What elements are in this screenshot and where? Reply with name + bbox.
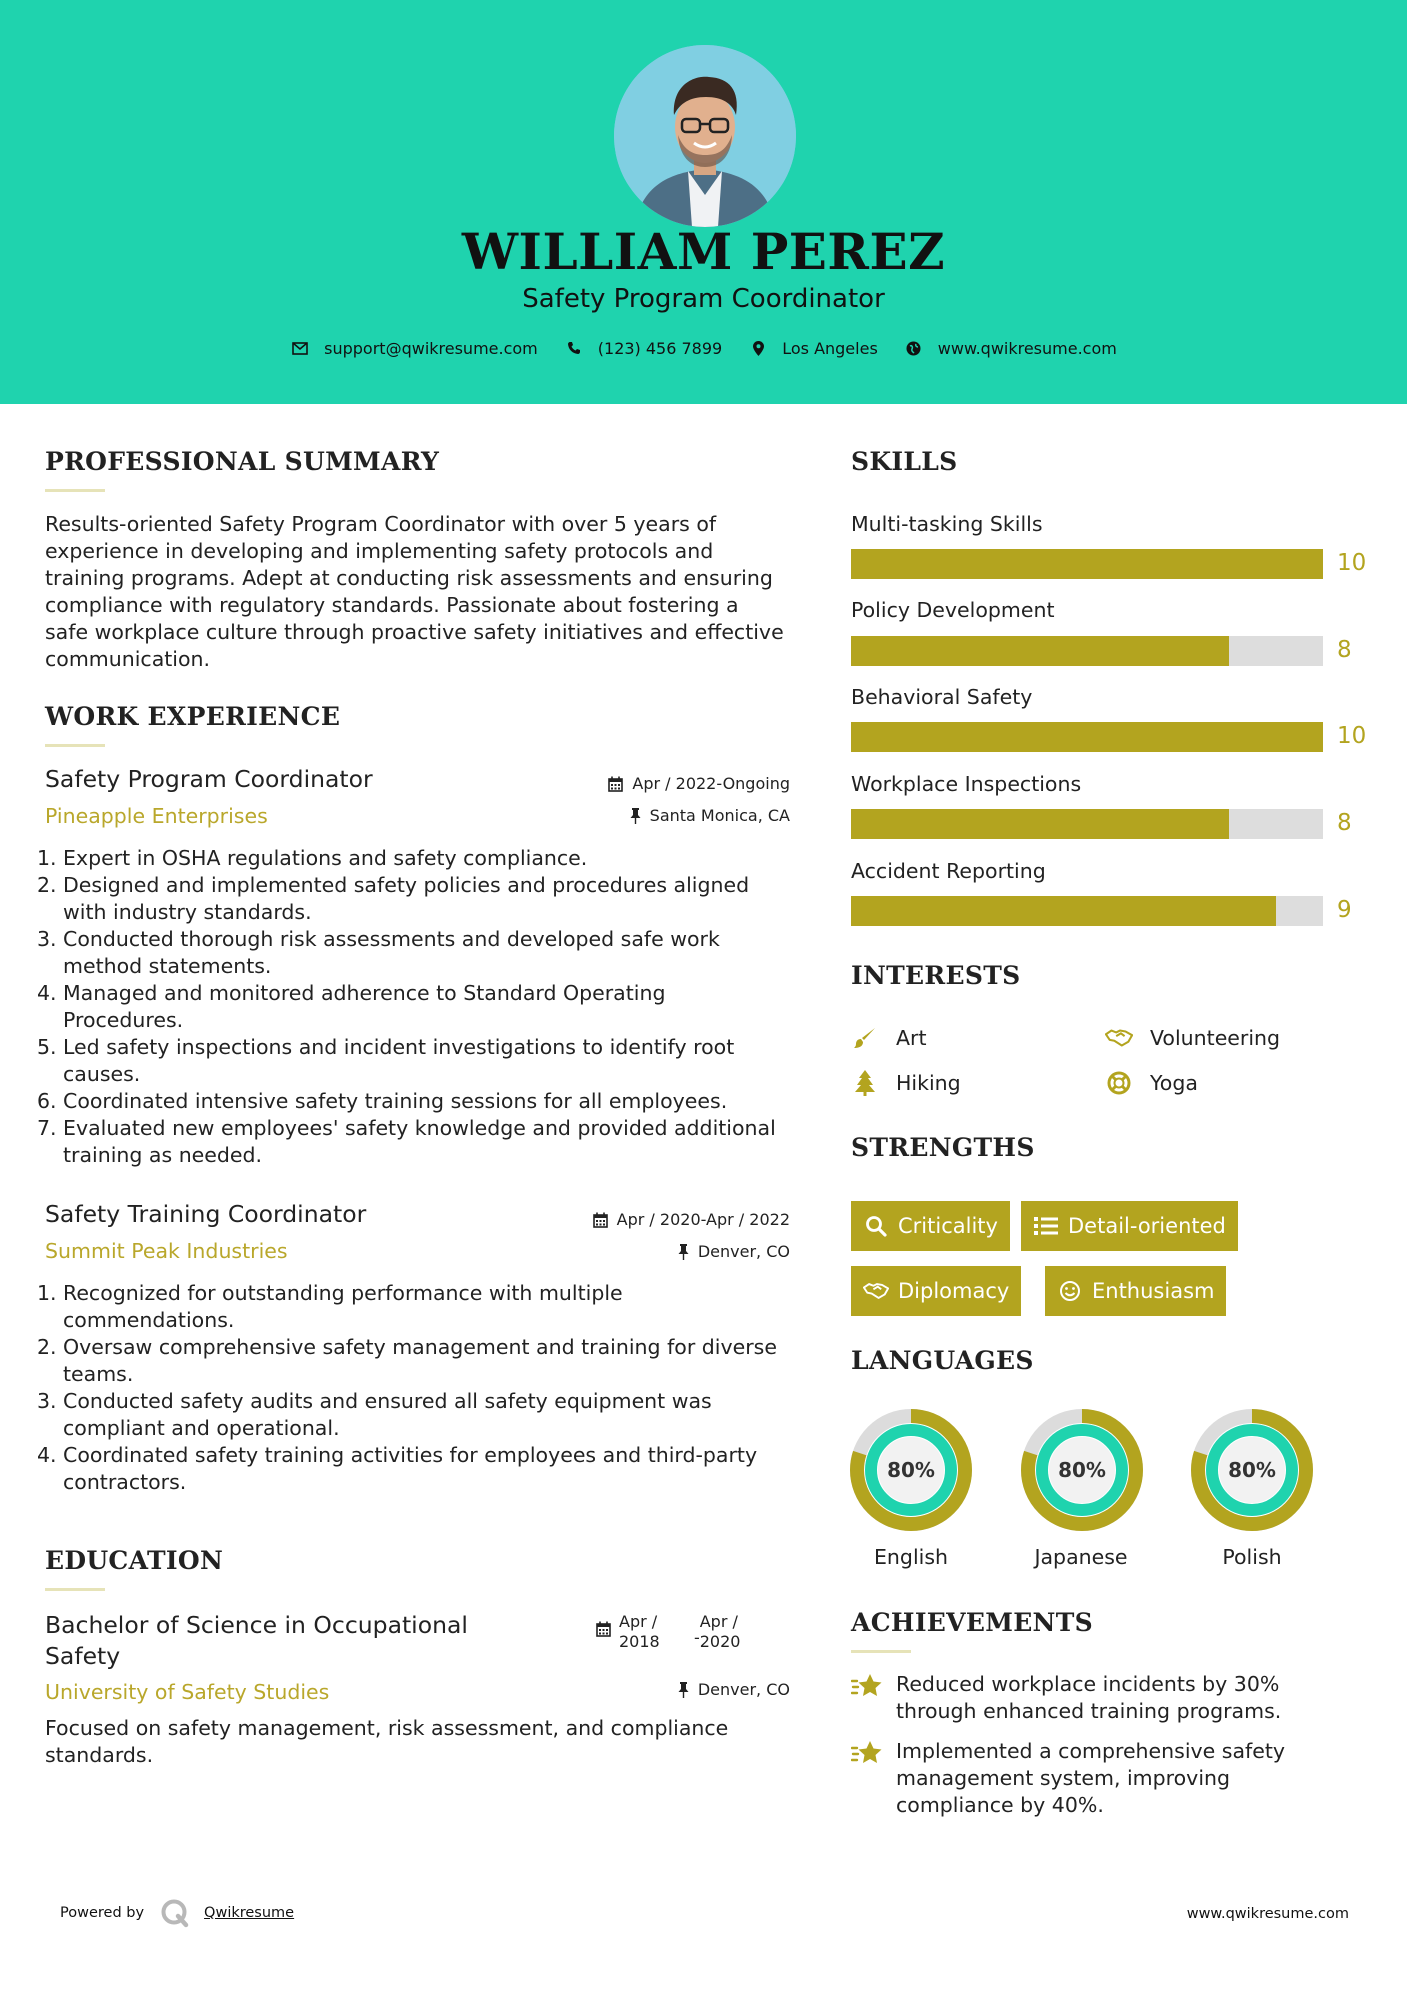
star-icon xyxy=(851,1669,885,1703)
skill-bar xyxy=(851,636,1323,666)
lifebuoy-icon xyxy=(1105,1069,1133,1097)
languages-heading: LANGUAGES xyxy=(851,1346,1034,1375)
language-percent: 80% xyxy=(1058,1458,1106,1482)
job-bullets xyxy=(37,845,807,1169)
list-item: 7. Evaluated new employees' safety knowledge and provided additional training as needed. xyxy=(37,1116,776,1167)
calendar-icon xyxy=(608,776,623,792)
list-item: 6. Coordinated intensive safety training sessions for all employees. xyxy=(37,1089,728,1113)
achievement-text: Reduced workplace incidents by 30% through enhanced training programs. xyxy=(896,1672,1282,1723)
skill-value: 10 xyxy=(1337,550,1367,576)
search-icon xyxy=(863,1213,889,1239)
handshake-icon xyxy=(863,1278,889,1304)
job-location-text: Santa Monica, CA xyxy=(649,806,790,825)
contact-email[interactable] xyxy=(290,338,538,358)
job-dates xyxy=(608,774,790,793)
strength-chip: Detail-oriented xyxy=(1021,1201,1238,1251)
summary-line: safe workplace culture through proactive safety initiatives and effective xyxy=(45,620,784,644)
skills-heading: SKILLS xyxy=(851,447,958,476)
skill-name: Behavioral Safety xyxy=(851,685,1033,709)
skill-bar-fill xyxy=(851,549,1323,579)
skill-bar xyxy=(851,809,1323,839)
paintbrush-icon xyxy=(851,1024,879,1052)
achievements-heading: ACHIEVEMENTS xyxy=(851,1608,1093,1637)
interest-item: Hiking xyxy=(851,1069,961,1097)
contact-location-text: Los Angeles xyxy=(782,338,878,358)
summary-line: experience in developing and implementing safety protocols and xyxy=(45,539,714,563)
degree-title: Bachelor of Science in Occupational Safety xyxy=(45,1611,468,1670)
pushpin-icon xyxy=(678,1244,689,1260)
job-location xyxy=(678,1242,790,1261)
education-end: Apr / 2020 xyxy=(699,1612,741,1651)
star-icon xyxy=(851,1736,885,1770)
school-name: University of Safety Studies xyxy=(45,1680,330,1704)
pushpin-icon xyxy=(630,808,641,824)
skill-name: Workplace Inspections xyxy=(851,772,1082,796)
language-percent: 80% xyxy=(1228,1458,1276,1482)
education-start: Apr / 2018 xyxy=(619,1612,660,1651)
education-description: Focused on safety management, risk assessment, and compliance standards. xyxy=(45,1716,729,1767)
calendar-icon xyxy=(593,1212,608,1228)
skill-bar-fill xyxy=(851,809,1229,839)
envelope-icon xyxy=(290,338,310,358)
summary-line: training programs. Adept at conducting risk assessments and ensuring xyxy=(45,566,773,590)
education-heading: EDUCATION xyxy=(45,1546,224,1575)
interest-item: Yoga xyxy=(1105,1069,1198,1097)
list-icon xyxy=(1033,1213,1059,1239)
achievements-underline xyxy=(851,1650,911,1653)
language-name: Japanese xyxy=(1034,1545,1128,1569)
interest-item: Volunteering xyxy=(1105,1024,1280,1052)
tree-icon xyxy=(851,1069,879,1097)
job-company: Pineapple Enterprises xyxy=(45,804,268,828)
summary-line: compliance with regulatory standards. Passionate about fostering a xyxy=(45,593,739,617)
achievement-item xyxy=(851,1671,1281,1725)
handshake-icon xyxy=(1105,1024,1133,1052)
skill-bar xyxy=(851,549,1323,579)
skill-bar xyxy=(851,722,1323,752)
contact-phone-text: (123) 456 7899 xyxy=(597,338,723,358)
strengths-heading: STRENGTHS xyxy=(851,1133,1035,1162)
interests-heading: INTERESTS xyxy=(851,961,1021,990)
pushpin-icon xyxy=(678,1682,689,1698)
list-item: 4. Coordinated safety training activities for employees and third-party contractors. xyxy=(37,1443,758,1494)
contact-email-text: support@qwikresume.com xyxy=(324,338,538,358)
work-underline xyxy=(45,744,105,747)
contact-website[interactable] xyxy=(904,338,1117,358)
summary-text xyxy=(45,511,805,673)
powered-by-label: Powered by xyxy=(60,1905,145,1921)
job-location xyxy=(630,806,790,825)
smile-icon xyxy=(1057,1278,1083,1304)
education-location-text: Denver, CO xyxy=(697,1680,790,1699)
list-item: 5. Led safety inspections and incident investigations to identify root causes. xyxy=(37,1035,735,1086)
skill-value: 10 xyxy=(1337,723,1367,749)
work-heading: WORK EXPERIENCE xyxy=(45,702,341,731)
qwikresume-link[interactable]: Qwikresume xyxy=(204,1905,295,1921)
education-date-dash: - xyxy=(693,1628,700,1647)
strength-chip: Criticality xyxy=(851,1201,1010,1251)
language-ring xyxy=(1021,1409,1143,1531)
skill-name: Accident Reporting xyxy=(851,859,1046,883)
strength-chip: Enthusiasm xyxy=(1045,1266,1226,1316)
contact-bar xyxy=(0,338,1407,358)
list-item: 1. Expert in OSHA regulations and safety compliance. xyxy=(37,846,588,870)
language-ring xyxy=(850,1409,972,1531)
job-dates-text: Apr / 2020-Apr / 2022 xyxy=(616,1210,790,1229)
skill-value: 8 xyxy=(1337,810,1352,836)
list-item: 1. Recognized for outstanding performance with multiple commendations. xyxy=(37,1281,623,1332)
footer-website[interactable]: www.qwikresume.com xyxy=(1186,1906,1349,1922)
language-ring xyxy=(1191,1409,1313,1531)
language-name: Polish xyxy=(1222,1545,1282,1569)
education-location xyxy=(678,1680,790,1699)
skill-value: 8 xyxy=(1337,637,1352,663)
candidate-title: Safety Program Coordinator xyxy=(522,284,885,314)
summary-line: communication. xyxy=(45,647,211,671)
summary-heading: PROFESSIONAL SUMMARY xyxy=(45,447,440,476)
list-item: 2. Designed and implemented safety policies and procedures aligned with industry standards. xyxy=(37,873,750,924)
summary-underline xyxy=(45,489,105,492)
contact-website-text: www.qwikresume.com xyxy=(937,338,1117,358)
job-bullets xyxy=(37,1280,807,1496)
list-item: 3. Conducted thorough risk assessments and developed safe work method statements. xyxy=(37,927,720,978)
profile-photo xyxy=(614,45,796,227)
job-dates-text: Apr / 2022-Ongoing xyxy=(632,774,790,793)
list-item: 2. Oversaw comprehensive safety management and training for diverse teams. xyxy=(37,1335,777,1386)
footer-powered-by xyxy=(60,1898,294,1928)
language-name: English xyxy=(873,1545,949,1569)
interest-item: Art xyxy=(851,1024,927,1052)
strength-chip: Diplomacy xyxy=(851,1266,1021,1316)
list-item: 4. Managed and monitored adherence to Standard Operating Procedures. xyxy=(37,981,666,1032)
job-location-text: Denver, CO xyxy=(697,1242,790,1261)
skill-name: Policy Development xyxy=(851,598,1055,622)
list-item: 3. Conducted safety audits and ensured all safety equipment was compliant and operational. xyxy=(37,1389,712,1440)
skill-bar xyxy=(851,896,1323,926)
skill-value: 9 xyxy=(1337,897,1352,923)
contact-location xyxy=(748,338,878,358)
skill-bar-fill xyxy=(851,722,1323,752)
qwikresume-logo-icon xyxy=(160,1898,190,1928)
job-company: Summit Peak Industries xyxy=(45,1239,288,1263)
education-dates xyxy=(596,1612,740,1652)
contact-phone[interactable] xyxy=(564,338,722,358)
phone-icon xyxy=(564,338,584,358)
education-underline xyxy=(45,1588,105,1591)
job-title: Safety Program Coordinator xyxy=(45,765,373,793)
summary-line: Results-oriented Safety Program Coordinator with over 5 years of xyxy=(45,512,717,536)
achievement-item xyxy=(851,1738,1285,1819)
map-pin-icon xyxy=(748,338,768,358)
calendar-icon xyxy=(596,1621,611,1637)
language-percent: 80% xyxy=(887,1458,935,1482)
candidate-name: WILLIAM PEREZ xyxy=(461,222,946,281)
job-title: Safety Training Coordinator xyxy=(45,1200,367,1228)
skill-bar-fill xyxy=(851,896,1276,926)
skill-name: Multi-tasking Skills xyxy=(851,512,1043,536)
resume-header xyxy=(0,0,1407,404)
achievement-text: Implemented a comprehensive safety management system, improving compliance by 40%. xyxy=(896,1739,1286,1817)
skill-bar-fill xyxy=(851,636,1229,666)
globe-icon xyxy=(904,338,924,358)
job-dates xyxy=(593,1210,790,1229)
